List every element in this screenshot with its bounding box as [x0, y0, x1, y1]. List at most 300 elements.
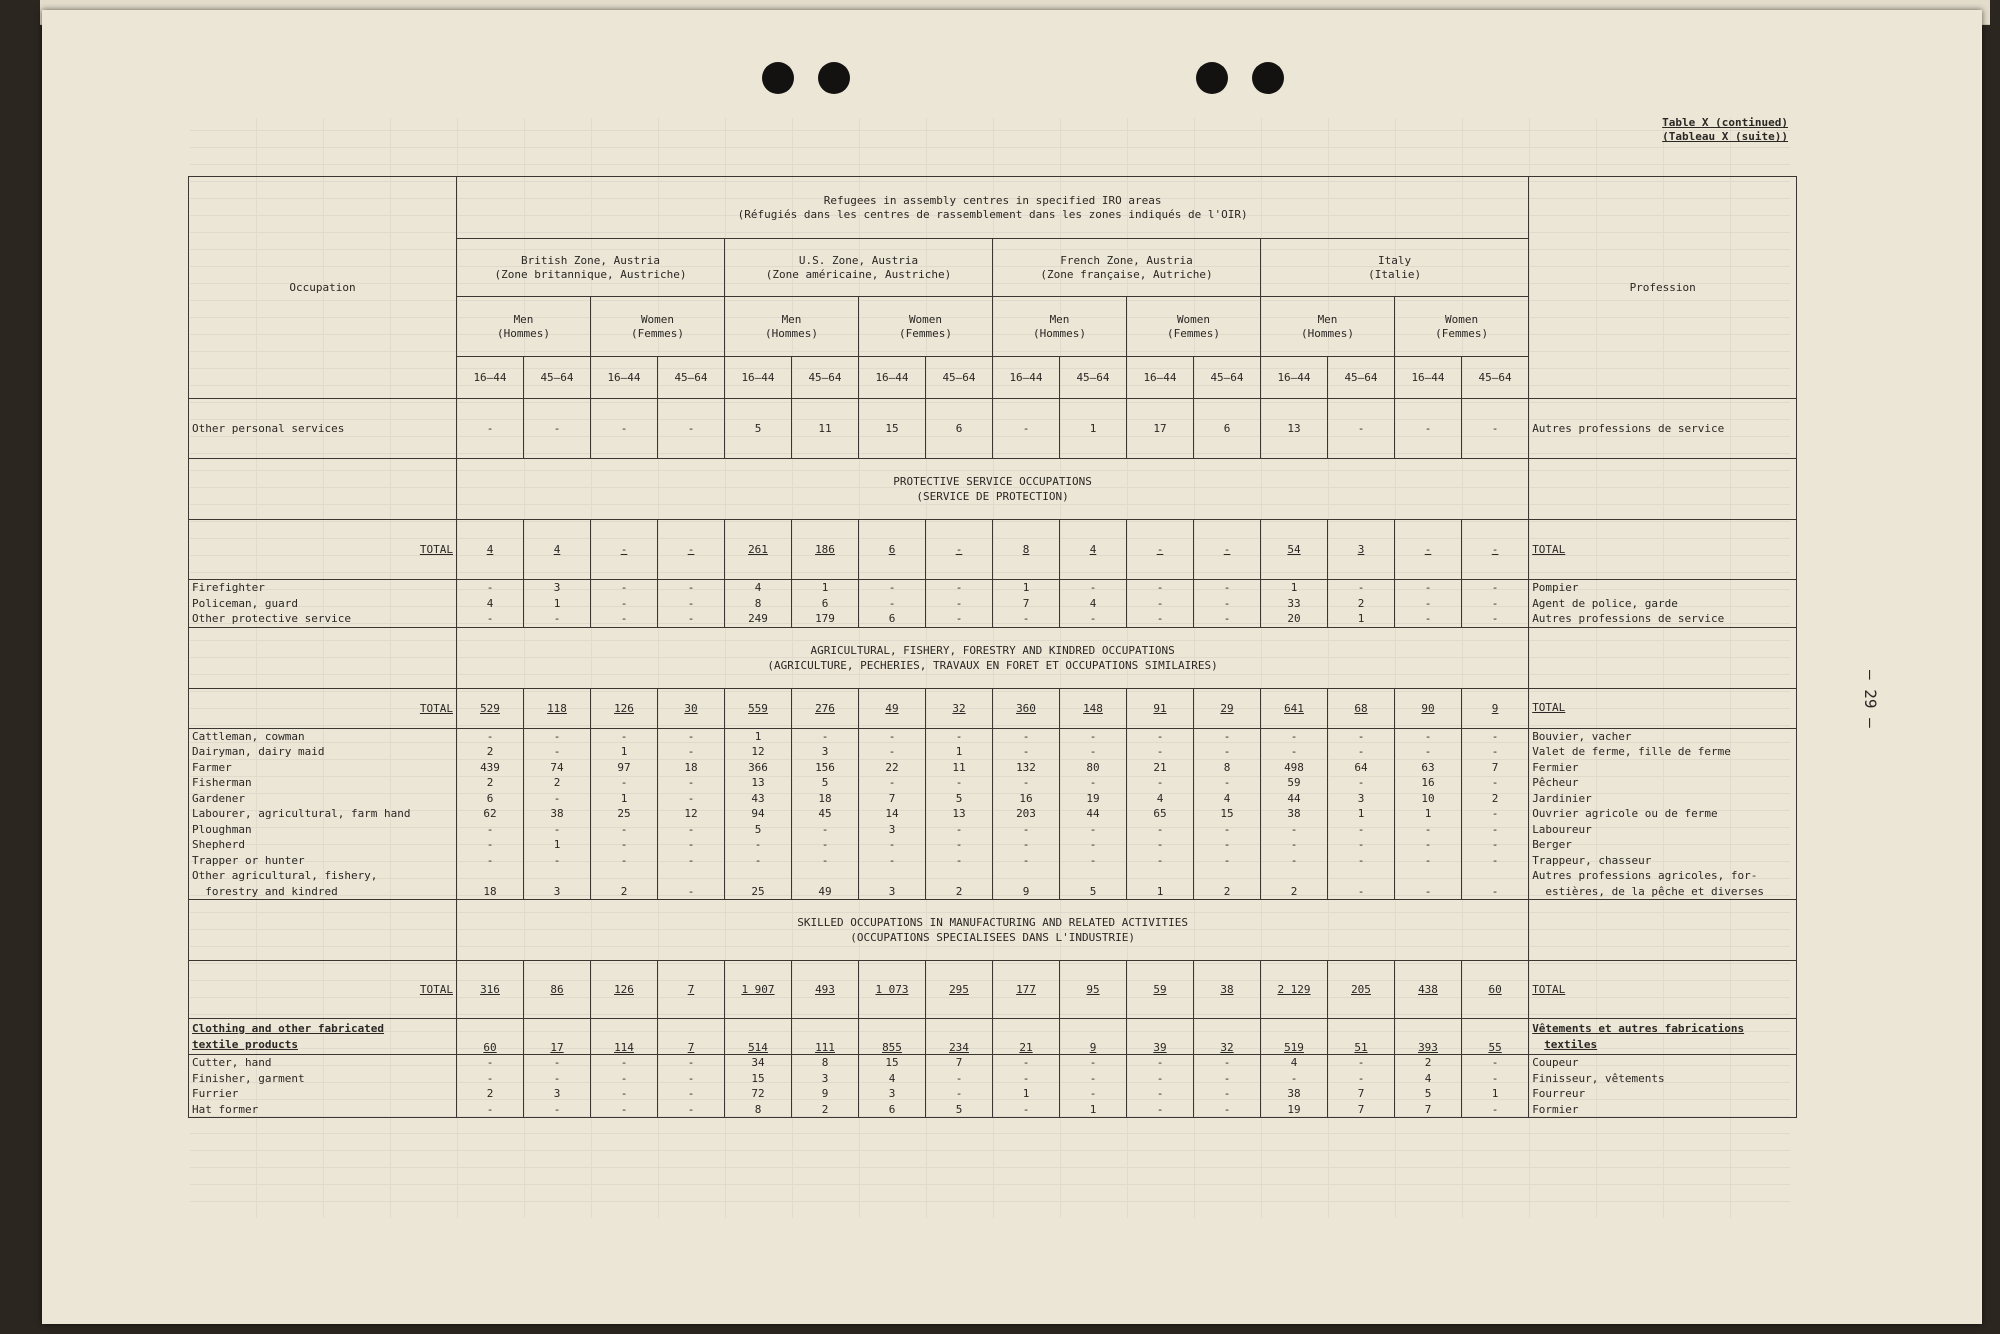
item-cell: -	[1089, 581, 1097, 594]
item-cell: -	[687, 1102, 695, 1116]
item-cell: 65	[1153, 807, 1167, 820]
clothing-cell: 514	[725, 1019, 792, 1055]
total-cell: 177	[993, 961, 1060, 1019]
total-cell: 529	[457, 688, 524, 728]
item-column	[658, 580, 725, 628]
item-cell: 3	[821, 1071, 829, 1085]
section-spacer	[1529, 627, 1797, 688]
item-cell: 8	[754, 1102, 762, 1116]
item-column	[591, 1055, 658, 1118]
total-cell: 60	[1462, 961, 1529, 1019]
item-cell: -	[687, 838, 695, 851]
item-cell: 7	[1357, 1087, 1365, 1100]
cell: -	[658, 399, 725, 459]
item-cell: -	[687, 1087, 695, 1100]
item-cell: 4	[1223, 791, 1231, 805]
item-cell: -	[1491, 745, 1499, 758]
item-column	[1127, 728, 1194, 900]
item-cell	[862, 868, 922, 884]
item-cell: -	[1022, 1102, 1030, 1116]
item-cell	[1197, 868, 1257, 884]
item-column	[1328, 580, 1395, 628]
item-label: Other protective service	[192, 612, 351, 625]
item-cell: 10	[1421, 791, 1435, 805]
section-spacer	[189, 900, 457, 961]
zone-name: Italy	[1378, 253, 1412, 267]
item-cell: 5	[1089, 884, 1097, 898]
item-cell: -	[1424, 853, 1432, 867]
item-cell: -	[687, 745, 695, 758]
item-cell: 14	[885, 807, 899, 820]
item-cell: -	[620, 581, 628, 594]
item-cell: -	[620, 612, 628, 625]
item-cell: -	[1357, 776, 1365, 789]
item-cell: 15	[751, 1071, 765, 1085]
item-cell: 1	[553, 838, 561, 851]
table-caption	[1662, 116, 1788, 144]
item-cell	[1063, 868, 1123, 884]
item-cell: 1	[1022, 1087, 1030, 1100]
total-cell: 118	[524, 688, 591, 728]
item-cell: 1	[1089, 1102, 1097, 1116]
item-column	[1127, 1055, 1194, 1118]
item-cell: 3	[888, 822, 896, 836]
item-cell: 5	[821, 776, 829, 789]
item-cell: 16	[1421, 776, 1435, 789]
cell: -	[457, 399, 524, 459]
item-cell: -	[486, 1071, 494, 1085]
clothing-cell: 9	[1060, 1019, 1127, 1055]
item-label: Dairyman, dairy maid	[192, 745, 325, 758]
item-column	[926, 1055, 993, 1118]
item-cell: -	[553, 822, 561, 836]
item-cell: -	[1223, 1087, 1231, 1100]
agricultural-items-row	[189, 728, 1797, 900]
item-cell: 2	[821, 1102, 829, 1116]
total-cell: 8	[993, 520, 1060, 580]
item-cell: -	[955, 822, 963, 836]
item-cell: -	[1491, 838, 1499, 851]
sex-label: Men	[781, 312, 802, 326]
item-cell: 203	[1016, 807, 1036, 820]
men-header	[457, 297, 591, 357]
item-label: Fisherman	[192, 776, 252, 789]
item-labels	[189, 728, 457, 900]
total-cell: 29	[1194, 688, 1261, 728]
item-cell: 3	[1357, 791, 1365, 805]
item-cell: 1	[1424, 807, 1432, 820]
item-cell: 11	[952, 760, 966, 774]
item-column	[993, 728, 1060, 900]
item-cell: -	[1022, 838, 1030, 851]
item-cell: 12	[751, 745, 765, 758]
sex-label: Women	[640, 312, 675, 326]
item-cell: -	[1357, 729, 1365, 743]
item-cell: -	[1089, 776, 1097, 789]
item-cell: -	[1156, 822, 1164, 836]
section-title-en: AGRICULTURAL, FISHERY, FORESTRY AND KINDRED OCCUPATIONS	[810, 643, 1175, 657]
cell: -	[1462, 399, 1529, 459]
sex-label-fr: (Femmes)	[1435, 326, 1489, 340]
item-column	[1060, 1055, 1127, 1118]
item-column	[1395, 728, 1462, 900]
total-cell: 2 129	[1261, 961, 1328, 1019]
item-cell: -	[687, 791, 695, 805]
sex-label-fr: (Femmes)	[899, 326, 952, 340]
clothing-cell: 21	[993, 1019, 1060, 1055]
sex-label-fr: (Femmes)	[1167, 326, 1220, 340]
total-cell: 316	[457, 961, 524, 1019]
item-cell: 1	[821, 581, 829, 594]
total-cell: 559	[725, 688, 792, 728]
item-cell	[1331, 868, 1391, 884]
item-cell: -	[888, 853, 896, 867]
item-labels-fr	[1529, 580, 1797, 628]
item-cell: -	[955, 1087, 963, 1100]
age-header: 16–44	[725, 357, 792, 399]
profession-header: Profession	[1529, 177, 1797, 399]
total-cell: -	[1127, 520, 1194, 580]
table-title-fr: (Tableau X (suite))	[1662, 130, 1788, 143]
item-cell: 21	[1153, 760, 1167, 774]
item-cell: 62	[483, 807, 497, 820]
age-header: 16–44	[457, 357, 524, 399]
item-cell: -	[888, 838, 896, 851]
cell: 1	[1060, 399, 1127, 459]
item-cell: 18	[684, 760, 698, 774]
item-cell: 8	[821, 1056, 829, 1069]
section-title-fr: (SERVICE DE PROTECTION)	[916, 490, 1069, 503]
item-cell: 3	[888, 1087, 896, 1100]
item-cell	[594, 868, 654, 884]
item-cell: 498	[1284, 760, 1304, 774]
item-cell: -	[486, 612, 494, 625]
item-label-fr: Fourreur	[1532, 1087, 1586, 1100]
item-cell: -	[687, 776, 695, 789]
cell: 17	[1127, 399, 1194, 459]
item-column	[524, 580, 591, 628]
total-cell: 1 073	[859, 961, 926, 1019]
item-cell: -	[1491, 581, 1499, 594]
clothing-cell: 55	[1462, 1019, 1529, 1055]
item-cell: -	[1290, 745, 1298, 758]
item-label: forestry and kindred	[192, 884, 338, 898]
item-cell: -	[1491, 1102, 1499, 1116]
item-cell: -	[1156, 1087, 1164, 1100]
age-header: 45–64	[1194, 357, 1261, 399]
item-cell: -	[1022, 1071, 1030, 1085]
item-cell: 72	[751, 1087, 765, 1100]
page-number: — 29 —	[1861, 670, 1880, 728]
clothing-label-fr	[1529, 1019, 1797, 1055]
section-spacer	[189, 627, 457, 688]
item-cell: -	[687, 884, 695, 898]
age-header: 16–44	[591, 357, 658, 399]
item-column	[926, 580, 993, 628]
item-cell: -	[1424, 745, 1432, 758]
item-cell: -	[754, 853, 762, 867]
item-cell: -	[1424, 838, 1432, 851]
item-column	[1060, 728, 1127, 900]
item-cell: 4	[1290, 1056, 1298, 1069]
item-column	[1261, 580, 1328, 628]
item-cell: 6	[821, 596, 829, 610]
cell: 13	[1261, 399, 1328, 459]
item-column	[993, 580, 1060, 628]
item-label-fr: Finisseur, vêtements	[1532, 1071, 1665, 1085]
total-cell: 641	[1261, 688, 1328, 728]
item-cell: 43	[751, 791, 765, 805]
item-cell: 16	[1019, 791, 1033, 805]
item-cell: 3	[888, 884, 896, 898]
item-cell: 25	[751, 884, 765, 898]
item-cell: 2	[553, 776, 561, 789]
item-cell: 19	[1287, 1102, 1301, 1116]
item-label: Firefighter	[192, 581, 265, 594]
row-label-fr: Autres professions de service	[1529, 399, 1797, 459]
item-column	[859, 580, 926, 628]
item-cell: -	[687, 612, 695, 625]
section-spacer	[189, 459, 457, 520]
section-title	[457, 900, 1529, 961]
item-cell: -	[1022, 745, 1030, 758]
sex-label: Men	[513, 312, 534, 326]
total-label: TOTAL	[189, 688, 457, 728]
item-cell: -	[955, 612, 963, 625]
item-label: Other agricultural, fishery,	[192, 869, 378, 882]
item-cell: 179	[815, 612, 835, 625]
item-cell: -	[553, 1102, 561, 1116]
item-cell: -	[1424, 596, 1432, 610]
item-cell: -	[1156, 853, 1164, 867]
item-labels	[189, 1055, 457, 1118]
total-cell: 1 907	[725, 961, 792, 1019]
item-label-fr: Pêcheur	[1532, 776, 1579, 789]
skilled-items-row	[189, 1055, 1797, 1118]
item-cell: 44	[1086, 807, 1100, 820]
zone-header-british	[457, 239, 725, 297]
item-cell: -	[1424, 729, 1432, 743]
item-label: Labourer, agricultural, farm hand	[192, 807, 411, 820]
item-cell: 2	[486, 1087, 494, 1100]
item-column	[792, 580, 859, 628]
item-column	[658, 728, 725, 900]
item-cell: -	[1223, 612, 1231, 625]
item-label-fr: estières, de la pêche et diverses	[1532, 884, 1764, 898]
item-column	[457, 728, 524, 900]
occupation-header: Occupation	[189, 177, 457, 399]
cell: -	[1328, 399, 1395, 459]
item-cell: -	[1357, 1071, 1365, 1085]
item-cell: -	[821, 729, 829, 743]
item-cell: -	[1022, 822, 1030, 836]
item-cell: -	[620, 776, 628, 789]
punch-hole	[762, 62, 794, 94]
item-label: Gardener	[192, 791, 245, 805]
refugee-occupation-table	[188, 176, 1797, 1118]
item-cell: 34	[751, 1056, 765, 1069]
item-cell: -	[1156, 776, 1164, 789]
item-cell: -	[1089, 612, 1097, 625]
item-cell: 25	[617, 807, 631, 820]
item-cell: -	[1156, 1056, 1164, 1069]
cell: 11	[792, 399, 859, 459]
item-label-fr: Berger	[1532, 838, 1572, 851]
item-cell: 7	[888, 791, 896, 805]
item-column	[1194, 580, 1261, 628]
section-title	[457, 459, 1529, 520]
item-cell: -	[1357, 853, 1365, 867]
item-cell: 366	[748, 760, 768, 774]
item-cell: -	[687, 822, 695, 836]
item-cell: -	[1156, 1102, 1164, 1116]
total-cell: 32	[926, 688, 993, 728]
clothing-cell: 7	[658, 1019, 725, 1055]
age-header: 45–64	[524, 357, 591, 399]
item-column	[1395, 1055, 1462, 1118]
total-label: TOTAL	[189, 520, 457, 580]
total-cell: 205	[1328, 961, 1395, 1019]
item-cell: 2	[1491, 791, 1499, 805]
total-label: TOTAL	[189, 961, 457, 1019]
clothing-label	[189, 1019, 457, 1055]
item-cell: -	[553, 1071, 561, 1085]
item-cell: -	[1491, 853, 1499, 867]
total-cell: 360	[993, 688, 1060, 728]
total-cell: 59	[1127, 961, 1194, 1019]
item-cell: 1	[1491, 1087, 1499, 1100]
item-cell: -	[1290, 1071, 1298, 1085]
men-header	[1261, 297, 1395, 357]
item-cell: 9	[1022, 884, 1030, 898]
item-cell: -	[1290, 729, 1298, 743]
total-cell: 68	[1328, 688, 1395, 728]
item-cell: -	[821, 822, 829, 836]
item-column	[1462, 580, 1529, 628]
item-cell: 7	[1491, 760, 1499, 774]
item-column	[457, 1055, 524, 1118]
item-label: Hat former	[192, 1102, 259, 1116]
sex-label: Men	[1049, 312, 1070, 326]
age-header: 45–64	[926, 357, 993, 399]
item-cell: -	[1491, 1071, 1499, 1085]
item-cell: -	[1357, 884, 1365, 898]
women-header	[859, 297, 993, 357]
item-cell: 439	[480, 760, 500, 774]
item-column	[1328, 728, 1395, 900]
item-cell: -	[620, 822, 628, 836]
item-cell	[661, 868, 721, 884]
cell: -	[524, 399, 591, 459]
item-cell: -	[620, 596, 628, 610]
total-cell: 49	[859, 688, 926, 728]
item-label-fr: Laboureur	[1532, 822, 1592, 836]
item-cell	[929, 868, 989, 884]
item-cell: -	[486, 729, 494, 743]
item-cell: 80	[1086, 760, 1100, 774]
group-header	[457, 177, 1529, 239]
item-cell: -	[486, 853, 494, 867]
item-cell: -	[1357, 581, 1365, 594]
clothing-cell: 855	[859, 1019, 926, 1055]
item-cell: 7	[1022, 596, 1030, 610]
item-cell	[1398, 868, 1458, 884]
item-column	[1462, 728, 1529, 900]
total-cell: 6	[859, 520, 926, 580]
item-cell: 7	[955, 1056, 963, 1069]
item-label-fr: Ouvrier agricole ou de ferme	[1532, 807, 1718, 820]
item-cell: 2	[1223, 884, 1231, 898]
item-column	[591, 728, 658, 900]
clothing-cell: 39	[1127, 1019, 1194, 1055]
age-header: 16–44	[993, 357, 1060, 399]
item-cell: 49	[818, 884, 832, 898]
item-cell: -	[1156, 838, 1164, 851]
men-header	[725, 297, 859, 357]
item-column	[1194, 728, 1261, 900]
item-cell: -	[620, 853, 628, 867]
item-label-fr: Agent de police, garde	[1532, 596, 1678, 610]
age-header: 16–44	[1127, 357, 1194, 399]
clothing-label-fr-line: textiles	[1544, 1037, 1598, 1051]
item-column	[1261, 1055, 1328, 1118]
section-spacer	[1529, 900, 1797, 961]
total-cell: 148	[1060, 688, 1127, 728]
clothing-cell: 111	[792, 1019, 859, 1055]
item-cell: 5	[1424, 1087, 1432, 1100]
item-cell: -	[553, 1056, 561, 1069]
item-cell: -	[821, 853, 829, 867]
item-cell: -	[1424, 581, 1432, 594]
item-cell	[460, 868, 520, 884]
item-cell: -	[1156, 729, 1164, 743]
item-cell: 18	[818, 791, 832, 805]
sex-label: Women	[1445, 312, 1479, 326]
total-cell: 493	[792, 961, 859, 1019]
item-cell: 5	[754, 822, 762, 836]
total-cell: 3	[1328, 520, 1395, 580]
item-cell: 1	[754, 729, 762, 743]
item-cell: 3	[553, 1087, 561, 1100]
total-cell: -	[1395, 520, 1462, 580]
item-cell: -	[1223, 853, 1231, 867]
item-labels-fr	[1529, 728, 1797, 900]
item-cell: 2	[486, 745, 494, 758]
item-column	[926, 728, 993, 900]
item-cell: 9	[821, 1087, 829, 1100]
item-cell: -	[1223, 745, 1231, 758]
clothing-row	[189, 1019, 1797, 1055]
total-cell: 95	[1060, 961, 1127, 1019]
item-cell: -	[1290, 822, 1298, 836]
item-cell: 64	[1354, 760, 1368, 774]
clothing-cell: 32	[1194, 1019, 1261, 1055]
item-cell: -	[955, 853, 963, 867]
item-cell: 2	[1424, 1056, 1432, 1069]
item-cell: -	[553, 729, 561, 743]
item-cell: 74	[550, 760, 564, 774]
item-cell: -	[754, 838, 762, 851]
total-cell: 90	[1395, 688, 1462, 728]
zone-header-italy	[1261, 239, 1529, 297]
item-label: Cutter, hand	[192, 1056, 272, 1069]
item-cell: -	[620, 1071, 628, 1085]
item-cell: -	[1156, 581, 1164, 594]
item-cell: 1	[553, 596, 561, 610]
item-cell: 1	[1156, 884, 1164, 898]
total-cell: 126	[591, 961, 658, 1019]
item-cell: 1	[620, 745, 628, 758]
